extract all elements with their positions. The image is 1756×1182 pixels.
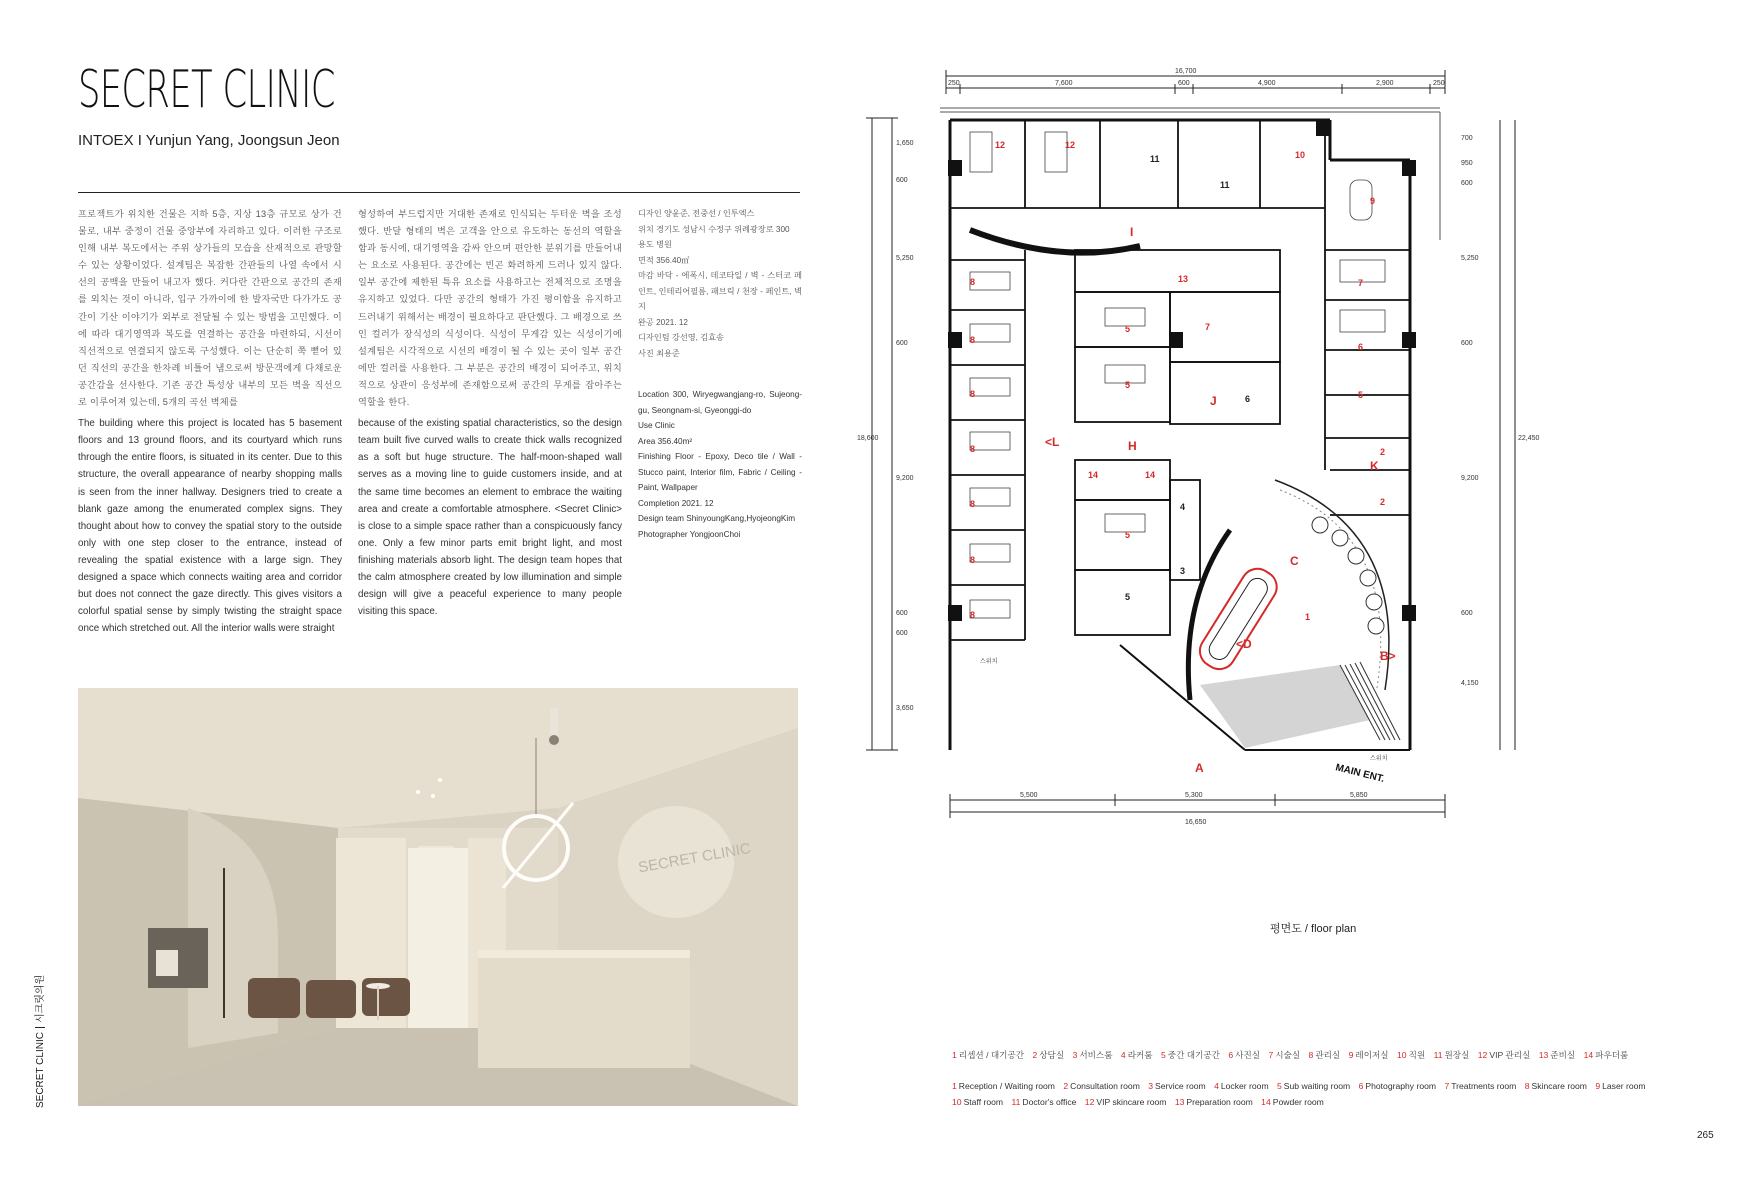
legend-item (1161, 1050, 1220, 1060)
legend-item (1539, 1050, 1575, 1060)
legend-item (952, 1097, 1003, 1107)
room-number: 6 (1245, 394, 1251, 404)
legend-item-number: 14 (1261, 1097, 1271, 1107)
room-number: 4 (1180, 502, 1186, 512)
project-info-korean: 디자인 양윤준, 전중선 / 인투엑스 위치 경기도 성남시 수정구 위례광장로 300 용도 병원 면적 356.40㎡ 마감 바닥 - 에폭시, 데코타일 / 벽 - 스터코 페인트, 인테리어필름, 패브릭 / 천장 - 페인트, 벽지 완공 2021. 12 디자인팀 강선영, 김효송 사진 최용준 (638, 209, 802, 358)
legend-item-number: 13 (1174, 1097, 1185, 1107)
legend-item (1595, 1081, 1645, 1091)
room-number: 5 (1125, 324, 1131, 334)
legend-item (952, 1081, 1055, 1091)
body-text-english-2: because of the existing spatial characteristics, so the design team built five curved walls to create thick walls recognized as a soft but huge structure. The half-moon-shaped wall serves as a moving line to guide customers inside, and at the same time becomes an element to embrace the waiting area and create a comfortable atmosphere. <Secret Clinic> is close to a simple space rather than a conspicuously fancy one. Only a few minor parts emit bright light, and most finishing materials absorb light. The design team hopes that the calm atmosphere created by low illumination and simple design will give a peaceful experience to many people visiting this space. (358, 418, 622, 618)
dim-right-total: 22,450 (1518, 435, 1540, 442)
legend-item (1525, 1081, 1587, 1091)
legend-item-number: 9 (1348, 1050, 1354, 1060)
room-number: 8 (970, 444, 976, 454)
legend-item-label: 라커룸 (1127, 1050, 1153, 1060)
legend-item (1397, 1050, 1425, 1060)
legend-item (1478, 1050, 1531, 1060)
section-marker-i: I (1130, 225, 1134, 239)
room-number: 5 (1125, 530, 1131, 540)
dim-right-seg: 9,200 (1461, 475, 1479, 482)
header-rule (78, 192, 800, 193)
room-number: 2 (1380, 447, 1386, 457)
legend-item-number: 5 (1161, 1050, 1166, 1060)
dim-left-seg: 600 (896, 630, 908, 637)
legend-item (1063, 1081, 1140, 1091)
legend-item-number: 1 (952, 1050, 957, 1060)
legend-item-label: 준비실 (1550, 1050, 1576, 1060)
main-entrance-label: MAIN ENT. (1334, 762, 1386, 786)
project-info-column (638, 206, 802, 542)
dim-top-seg: 4,900 (1258, 80, 1276, 87)
article-title: SECRET CLINIC (78, 60, 335, 120)
switch-label-left: 스위치 (980, 659, 998, 665)
room-number: 7 (1205, 322, 1211, 332)
legend-item-number: 3 (1072, 1050, 1078, 1060)
room-number: 9 (1370, 196, 1376, 206)
room-number: 5 (1125, 380, 1131, 390)
legend-item-number: 3 (1148, 1081, 1154, 1091)
legend-item (1309, 1050, 1341, 1060)
room-number: 13 (1178, 274, 1189, 284)
legend-item-label: 상담실 (1039, 1050, 1065, 1060)
legend-item (1214, 1081, 1269, 1091)
legend-item-label: 레이저실 (1355, 1050, 1389, 1060)
dim-bottom-total: 16,650 (1185, 819, 1207, 826)
room-number: 6 (1358, 342, 1364, 352)
legend-item-label: 관리실 (1315, 1050, 1341, 1060)
room-number: 12 (1065, 140, 1076, 150)
legend-item-label: Staff room (963, 1097, 1004, 1107)
legend-item (1434, 1050, 1470, 1060)
wall-sign-text: SECRET CLINIC (637, 839, 753, 877)
dim-top-seg: 2,900 (1376, 80, 1394, 87)
room-number: 8 (970, 610, 976, 620)
dim-left-seg: 600 (896, 177, 908, 184)
section-marker-b: B> (1380, 649, 1396, 663)
legend-item-number: 12 (1084, 1097, 1095, 1107)
legend-item-number: 8 (1524, 1081, 1530, 1091)
room-number: 11 (1150, 154, 1160, 164)
room-number: 1 (1305, 612, 1311, 622)
dim-left-seg: 1,650 (896, 140, 914, 147)
legend-item-number: 7 (1268, 1050, 1274, 1060)
dim-right-seg: 5,250 (1461, 255, 1479, 262)
legend-item-label: 시술실 (1275, 1050, 1301, 1060)
article-authors: INTOEX I Yunjun Yang, Joongsun Jeon (78, 132, 340, 149)
legend-item-label: VIP skincare room (1096, 1097, 1167, 1107)
dim-left-seg: 3,650 (896, 705, 914, 712)
side-title-divider (35, 1027, 45, 1028)
legend-item-label: 리셉션 / 대기공간 (958, 1050, 1025, 1060)
legend-item-number: 6 (1228, 1050, 1234, 1060)
room-number: 2 (1380, 497, 1386, 507)
project-info-english: Location 300, Wiryegwangjang-ro, Sujeong-gu, Seongnam-si, Gyeonggi-do Use Clinic Area 356.40m² Finishing Floor - Epoxy, Deco tile / Wall - Stucco paint, Interior film, Fabric / Ceiling - Paint, Wallpaper Completion 2021. 12 Design team ShinyoungKang,HyojeongKim Photographer YongjoonChoi (638, 390, 802, 539)
dim-top-seg: 250 (1433, 80, 1445, 87)
legend-item-number: 9 (1595, 1081, 1601, 1091)
legend-item-label: Locker room (1220, 1081, 1269, 1091)
legend-item (1268, 1050, 1300, 1060)
dim-right-seg: 700 (1461, 135, 1473, 142)
side-title-korean: 시크릿의원 (35, 974, 46, 1024)
legend-item-number: 4 (1214, 1081, 1219, 1091)
legend-item (952, 1050, 1024, 1060)
legend-item-label: Doctor's office (1022, 1097, 1077, 1107)
room-number: 7 (1358, 278, 1364, 288)
dim-top-seg: 7,600 (1055, 80, 1073, 87)
dim-right-seg: 4,150 (1461, 680, 1479, 687)
room-number: 5 (1125, 592, 1131, 602)
section-marker-h: H (1128, 439, 1137, 453)
legend-item-label: Skincare room (1531, 1081, 1587, 1091)
dim-right-seg: 600 (1461, 340, 1473, 347)
body-text-korean-1: 프로젝트가 위치한 건물은 지하 5층, 지상 13층 규모로 상가 건물로, 내부 중정이 건물 중앙부에 자리하고 있다. 이러한 구조로 인해 내부 복도에서는 주위 상가들의 모습을 산재적으로 관망할 수 있는 상황이었다. 설계팀은 복잡한 간판들의 나열 속에서 시선의 공백을 만들어 내고자 했다. 커다란 간판으로 공간의 존재를 외치는 것이 아니라, 입구 가까이에 한 발자국만 다가가도 공간이 기산 이야기가 외부로 전달될 수 있는 방법을 고민했다. 이에 따라 대기영역과 복도를 연결하는 공간을 마련하되, 시선이 직선적으로 연결되지 않도록 구성했다. 이는 단순히 쭉 뻗어 있던 직선의 공간을 한차례 비틀어 냄으로써 방문객에게 다채로운 공간감을 선사한다. 기존 공간 특성상 내부의 모든 벽을 직선으로 이루어져 있는데, 5개의 곡선 벽체를 (78, 209, 342, 408)
dim-right-seg: 600 (1461, 180, 1473, 187)
legend-item-number: 4 (1120, 1050, 1126, 1060)
room-number: 8 (970, 277, 976, 287)
dim-left-total: 18,600 (857, 435, 879, 442)
section-marker-c: C (1290, 554, 1299, 568)
legend-item (1085, 1097, 1167, 1107)
section-marker-l: <L (1045, 435, 1060, 449)
legend-korean (952, 1049, 1634, 1061)
room-number: 5 (1358, 390, 1364, 400)
legend-item-number: 5 (1277, 1081, 1282, 1091)
legend-item (1584, 1050, 1629, 1060)
dim-top-seg: 250 (948, 80, 960, 87)
side-running-title (31, 975, 46, 1108)
room-number: 8 (970, 499, 976, 509)
legend-item (1444, 1081, 1516, 1091)
legend-item (1011, 1097, 1076, 1107)
room-number: 8 (970, 555, 976, 565)
legend-item-number: 10 (952, 1097, 962, 1107)
legend-item-number: 12 (1477, 1050, 1488, 1060)
section-marker-d: <D (1236, 637, 1252, 651)
legend-item (1359, 1081, 1436, 1091)
body-column-1 (78, 206, 342, 637)
section-marker-k: K (1370, 459, 1379, 473)
legend-item-label: Powder room (1272, 1097, 1324, 1107)
room-number: 14 (1088, 470, 1099, 480)
legend-item-label: 직원 (1408, 1050, 1426, 1060)
legend-item-number: 8 (1308, 1050, 1314, 1060)
legend-item-label: Treatments room (1451, 1081, 1517, 1091)
legend-item-label: Laser room (1602, 1081, 1646, 1091)
room-number: 10 (1295, 150, 1306, 160)
legend-item (1032, 1050, 1064, 1060)
room-number: 14 (1145, 470, 1156, 480)
dim-right-seg: 950 (1461, 160, 1473, 167)
dim-left-seg: 600 (896, 610, 908, 617)
legend-item (1277, 1081, 1350, 1091)
legend-item-label: Preparation room (1186, 1097, 1253, 1107)
section-marker-a: A (1195, 761, 1204, 775)
legend-item-label: 파우더룸 (1595, 1050, 1629, 1060)
legend-item-label: Reception / Waiting room (958, 1081, 1055, 1091)
floor-plan-drawing (940, 60, 1660, 920)
dim-bottom-seg: 5,300 (1185, 792, 1203, 799)
interior-photo (78, 688, 798, 1106)
legend-item (1261, 1097, 1324, 1107)
legend-item (1148, 1081, 1205, 1091)
dim-right-seg: 600 (1461, 610, 1473, 617)
legend-item-label: Consultation room (1070, 1081, 1140, 1091)
legend-item (1228, 1050, 1260, 1060)
legend-item (1121, 1050, 1153, 1060)
legend-english (952, 1078, 1652, 1110)
legend-item-label: 서비스룸 (1079, 1050, 1113, 1060)
legend-item-label: Sub waiting room (1283, 1081, 1351, 1091)
legend-item-number: 1 (952, 1081, 957, 1091)
legend-item-label: 중간 대기공간 (1167, 1050, 1220, 1060)
plan-caption: 평면도 / floor plan (1270, 923, 1357, 935)
legend-item (1349, 1050, 1389, 1060)
legend-item (1175, 1097, 1253, 1107)
legend-item-number: 14 (1583, 1050, 1594, 1060)
body-column-2 (358, 206, 622, 620)
legend-item-label: Photography room (1365, 1081, 1437, 1091)
legend-item (1073, 1050, 1113, 1060)
legend-item-number: 10 (1397, 1050, 1407, 1060)
dim-bottom-seg: 5,850 (1350, 792, 1368, 799)
legend-item-number: 11 (1433, 1050, 1443, 1060)
section-marker-j: J (1210, 394, 1217, 408)
room-number: 12 (995, 140, 1006, 150)
dim-left-seg: 600 (896, 340, 908, 347)
side-title-english: SECRET CLINIC (35, 1032, 46, 1108)
dim-top-seg: 600 (1178, 80, 1190, 87)
legend-item-label: Service room (1155, 1081, 1206, 1091)
legend-item-number: 6 (1358, 1081, 1364, 1091)
body-text-korean-2: 형성하여 부드럽지만 거대한 존재로 인식되는 두터운 벽을 조성했다. 반달 형태의 벽은 고객을 안으로 유도하는 동선의 역할을 함과 동시에, 대기영역을 감싸 안으며 편안한 분위기를 만들어내는 요소로 사용된다. 공간에는 빈곤 화려하게 드러나 있지 않다. 일부 공간에 제한된 특유 요소를 사용하고는 전체적으로 조명을 유지하고 있었다. 다만 공간의 형태가 가진 평이함을 유지하고 드러내기 위해서는 배경이 필요하다고 판단했다. 그 배경으로 쓰인 컬러가 장식성의 식성이다. 식성이 무게감 있는 식성이기에 설계팀은 시각적으로 시선의 배경이 될 수 있는 곳이 일부 공간에만 컬러를 사용한다. 그 부분은 공간의 배경이 되어주고, 위치적으로 상관이 응성부에 존재함으로써 공간의 무게를 잡아주는 역할을 한다. (358, 209, 622, 408)
room-number: 8 (970, 389, 976, 399)
room-number: 3 (1180, 566, 1186, 576)
plan-left-dimensions (852, 100, 940, 800)
dim-left-seg: 9,200 (896, 475, 914, 482)
legend-item-number: 13 (1538, 1050, 1549, 1060)
legend-item-label: 사진실 (1235, 1050, 1261, 1060)
legend-item-number: 2 (1032, 1050, 1038, 1060)
switch-label-right: 스위치 (1370, 756, 1388, 762)
legend-item-number: 11 (1011, 1097, 1021, 1107)
dim-bottom-seg: 5,500 (1020, 792, 1038, 799)
legend-item-number: 2 (1063, 1081, 1069, 1091)
legend-item-label: VIP 관리실 (1489, 1050, 1531, 1060)
dim-top-total: 16,700 (1175, 68, 1197, 75)
legend-item-label: 원장실 (1444, 1050, 1470, 1060)
room-number: 11 (1220, 180, 1230, 190)
body-text-english-1: The building where this project is located has 5 basement floors and 13 ground floors, and its courtyard which runs through the entire floors, is situated in its center. Due to this structure, the overall appearance of nearby shopping malls is seen from the inner hallway. Designers tried to create a blank gaze among the enumerated complex signs. They thought about how to convey the spatial story to the outside only with one step closer to the entrance, instead of revealing the spatial existence with a large sign. They designed a space which connects waiting area and corridor but does not connect the gaze directly. This gives visitors a colorful spatial sense by simply twisting the straight space once which stretched out. All the interior walls were straight (78, 418, 342, 635)
page-number: 265 (1697, 1130, 1714, 1141)
room-number: 8 (970, 335, 976, 345)
legend-item-number: 7 (1444, 1081, 1450, 1091)
dim-left-seg: 5,250 (896, 255, 914, 262)
